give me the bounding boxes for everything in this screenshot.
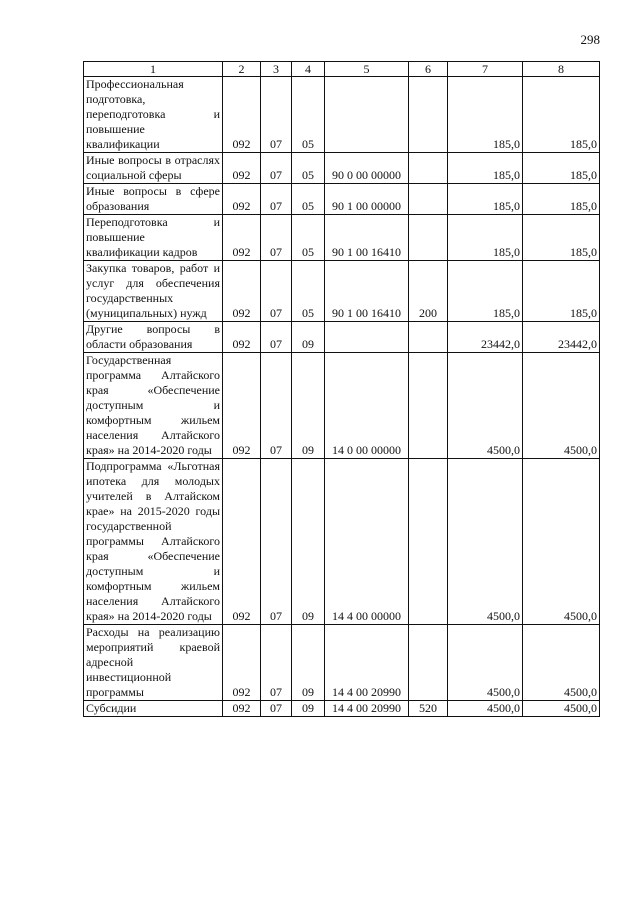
grbs-code-cell: 092 xyxy=(223,625,261,701)
column-header: 5 xyxy=(325,62,409,77)
page-number: 298 xyxy=(580,32,600,47)
subsection-code-cell: 09 xyxy=(292,701,325,717)
subsection-code-cell: 05 xyxy=(292,153,325,184)
grbs-code-cell: 092 xyxy=(223,261,261,322)
row-name-cell xyxy=(84,215,223,261)
amount-cell: 4500,0 xyxy=(448,625,523,701)
amount-cell: 4500,0 xyxy=(523,701,600,717)
amount-cell: 23442,0 xyxy=(523,322,600,353)
row-name: Профессиональная подготовка, переподготовка и повышение квалификации xyxy=(86,77,220,151)
amount-cell: 185,0 xyxy=(448,77,523,153)
amount-cell: 23442,0 xyxy=(448,322,523,353)
expense-type-cell xyxy=(409,184,448,215)
grbs-code-cell: 092 xyxy=(223,77,261,153)
subsection-code-cell: 05 xyxy=(292,184,325,215)
amount-cell: 185,0 xyxy=(448,261,523,322)
column-header: 6 xyxy=(409,62,448,77)
row-name: Подпрограмма «Льготная ипотека для молодых учителей в Алтайском крае» на 2015-2020 годы государственной программы Алтайского края «Обеспечение доступным и комфортным жильем населения Алтайского края» на 2014-2020 годы xyxy=(86,459,220,623)
column-header: 4 xyxy=(292,62,325,77)
expense-type-cell: 200 xyxy=(409,261,448,322)
expense-type-cell xyxy=(409,625,448,701)
table-row xyxy=(84,153,600,184)
section-code-cell: 07 xyxy=(261,215,292,261)
section-code-cell: 07 xyxy=(261,261,292,322)
row-name-cell xyxy=(84,701,223,717)
target-article-cell: 14 4 00 20990 xyxy=(325,701,409,717)
target-article-cell: 90 1 00 00000 xyxy=(325,184,409,215)
header-row xyxy=(84,62,600,77)
grbs-code-cell: 092 xyxy=(223,215,261,261)
row-name-cell xyxy=(84,153,223,184)
table-row xyxy=(84,215,600,261)
budget-table xyxy=(83,61,600,717)
amount-cell: 4500,0 xyxy=(448,701,523,717)
row-name-cell xyxy=(84,322,223,353)
section-code-cell: 07 xyxy=(261,153,292,184)
row-name: Расходы на реализацию мероприятий краевой адресной инвестиционной программы xyxy=(86,625,220,699)
grbs-code-cell: 092 xyxy=(223,322,261,353)
amount-cell: 185,0 xyxy=(448,215,523,261)
expense-type-cell xyxy=(409,215,448,261)
amount-cell: 185,0 xyxy=(448,184,523,215)
expense-type-cell: 520 xyxy=(409,701,448,717)
table-row xyxy=(84,353,600,459)
section-code-cell: 07 xyxy=(261,625,292,701)
subsection-code-cell: 09 xyxy=(292,322,325,353)
row-name: Иные вопросы в отраслях социальной сферы xyxy=(86,153,220,182)
expense-type-cell xyxy=(409,77,448,153)
amount-cell: 185,0 xyxy=(523,153,600,184)
row-name: Другие вопросы в области образования xyxy=(86,322,220,351)
row-name-cell xyxy=(84,261,223,322)
grbs-code-cell: 092 xyxy=(223,459,261,625)
row-name-cell xyxy=(84,625,223,701)
amount-cell: 4500,0 xyxy=(523,459,600,625)
target-article-cell xyxy=(325,77,409,153)
target-article-cell: 14 4 00 00000 xyxy=(325,459,409,625)
subsection-code-cell: 05 xyxy=(292,261,325,322)
target-article-cell: 14 4 00 20990 xyxy=(325,625,409,701)
section-code-cell: 07 xyxy=(261,353,292,459)
amount-cell: 4500,0 xyxy=(523,625,600,701)
amount-cell: 4500,0 xyxy=(448,459,523,625)
row-name-cell xyxy=(84,77,223,153)
amount-cell: 185,0 xyxy=(523,215,600,261)
grbs-code-cell: 092 xyxy=(223,353,261,459)
grbs-code-cell: 092 xyxy=(223,153,261,184)
subsection-code-cell: 05 xyxy=(292,215,325,261)
row-name: Переподготовка и повышение квалификации кадров xyxy=(86,215,220,259)
table-row xyxy=(84,261,600,322)
target-article-cell: 14 0 00 00000 xyxy=(325,353,409,459)
table-row xyxy=(84,459,600,625)
row-name: Государственная программа Алтайского края «Обеспечение доступным и комфортным жильем населения Алтайского края» на 2014-2020 годы xyxy=(86,353,220,457)
column-header: 7 xyxy=(448,62,523,77)
amount-cell: 185,0 xyxy=(448,153,523,184)
column-header: 3 xyxy=(261,62,292,77)
amount-cell: 185,0 xyxy=(523,184,600,215)
amount-cell: 4500,0 xyxy=(523,353,600,459)
section-code-cell: 07 xyxy=(261,184,292,215)
section-code-cell: 07 xyxy=(261,322,292,353)
target-article-cell xyxy=(325,322,409,353)
row-name: Иные вопросы в сфере образования xyxy=(86,184,220,213)
expense-type-cell xyxy=(409,153,448,184)
grbs-code-cell: 092 xyxy=(223,184,261,215)
table-row xyxy=(84,77,600,153)
grbs-code-cell: 092 xyxy=(223,701,261,717)
table-row xyxy=(84,625,600,701)
subsection-code-cell: 09 xyxy=(292,459,325,625)
target-article-cell: 90 1 00 16410 xyxy=(325,261,409,322)
table-row xyxy=(84,184,600,215)
amount-cell: 185,0 xyxy=(523,77,600,153)
section-code-cell: 07 xyxy=(261,77,292,153)
row-name-cell xyxy=(84,184,223,215)
table-row xyxy=(84,322,600,353)
target-article-cell: 90 0 00 00000 xyxy=(325,153,409,184)
subsection-code-cell: 05 xyxy=(292,77,325,153)
row-name-cell xyxy=(84,459,223,625)
column-header: 8 xyxy=(523,62,600,77)
amount-cell: 4500,0 xyxy=(448,353,523,459)
expense-type-cell xyxy=(409,353,448,459)
row-name: Субсидии xyxy=(86,701,137,715)
table-row xyxy=(84,701,600,717)
amount-cell: 185,0 xyxy=(523,261,600,322)
row-name: Закупка товаров, работ и услуг для обеспечения государственных (муниципальных) нужд xyxy=(86,261,220,320)
section-code-cell: 07 xyxy=(261,701,292,717)
expense-type-cell xyxy=(409,322,448,353)
column-header: 2 xyxy=(223,62,261,77)
expense-type-cell xyxy=(409,459,448,625)
section-code-cell: 07 xyxy=(261,459,292,625)
row-name-cell xyxy=(84,353,223,459)
target-article-cell: 90 1 00 16410 xyxy=(325,215,409,261)
column-header: 1 xyxy=(84,62,223,77)
subsection-code-cell: 09 xyxy=(292,353,325,459)
subsection-code-cell: 09 xyxy=(292,625,325,701)
